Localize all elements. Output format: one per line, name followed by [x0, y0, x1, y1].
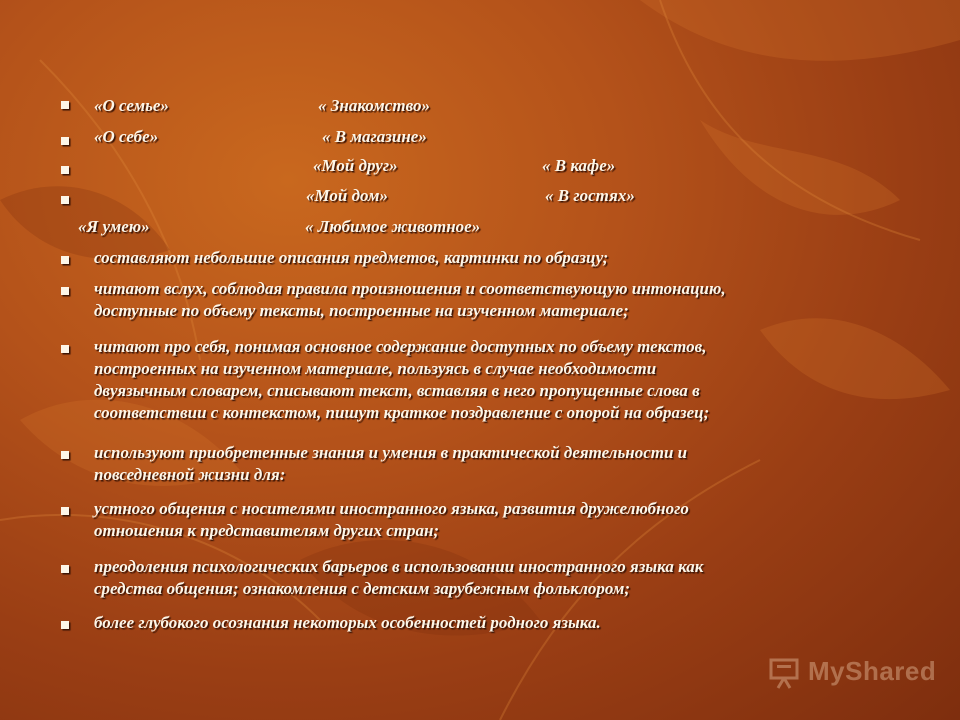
list-item-line: средства общения; ознакомления с детским зарубежным фольклором; [94, 579, 631, 598]
list-item-line: более глубокого осознания некоторых особенностей родного языка. [94, 613, 601, 632]
list-item [94, 278, 894, 322]
list-item-line: построенных на изученном материале, пользуясь в случае необходимости [94, 359, 657, 378]
list-item-line: доступные по объему тексты, построенные на изученном материале; [94, 301, 629, 320]
list-item [94, 336, 894, 424]
bullet-icon [61, 565, 69, 573]
bullet-icon [61, 101, 69, 109]
bullet-icon [61, 451, 69, 459]
topic-left: «О семье» [94, 96, 169, 115]
watermark [768, 652, 937, 692]
list-item [94, 612, 894, 634]
topic-right: « В магазине» [322, 127, 427, 146]
topic-right: « Знакомство» [318, 96, 430, 115]
bullet-icon [61, 287, 69, 295]
list-item [94, 442, 894, 486]
presentation-board-icon [768, 654, 804, 690]
list-item-line: читают вслух, соблюдая правила произношения и соответствующую интонацию, [94, 279, 726, 298]
topic-left: «Мой друг» [313, 156, 398, 175]
topic-right: « Любимое животное» [305, 217, 481, 236]
bullet-icon [61, 256, 69, 264]
watermark-text: MyShared [808, 656, 937, 686]
list-item-line: читают про себя, понимая основное содержание доступных по объему текстов, [94, 337, 707, 356]
list-item-line: отношения к представителям других стран; [94, 521, 440, 540]
bullet-icon [61, 166, 69, 174]
topic-left: «Я умею» [78, 217, 150, 236]
list-item-line: двуязычным словарем, списывают текст, вставляя в него пропущенные слова в [94, 381, 700, 400]
list-item-line: используют приобретенные знания и умения в практической деятельности и [94, 443, 688, 462]
bullet-icon [61, 621, 69, 629]
topic-left: «О себе» [94, 127, 159, 146]
bullet-icon [61, 137, 69, 145]
list-item-line: преодоления психологических барьеров в использовании иностранного языка как [94, 557, 704, 576]
list-item [94, 498, 894, 542]
bullet-icon [61, 345, 69, 353]
list-item [94, 556, 894, 600]
bullet-icon [61, 196, 69, 204]
list-item-line: составляют небольшие описания предметов, картинки по образцу; [94, 248, 609, 267]
topic-right: « В кафе» [542, 156, 616, 175]
bullet-icon [61, 507, 69, 515]
list-item-line: устного общения с носителями иностранного языка, развития дружелюбного [94, 499, 689, 518]
list-item-line: повседневной жизни для: [94, 465, 286, 484]
list-item-line: соответствии с контекстом, пишут краткое поздравление с опорой на образец; [94, 403, 710, 422]
topic-right: « В гостях» [545, 186, 635, 205]
list-item [94, 247, 894, 269]
topic-left: «Мой дом» [306, 186, 389, 205]
